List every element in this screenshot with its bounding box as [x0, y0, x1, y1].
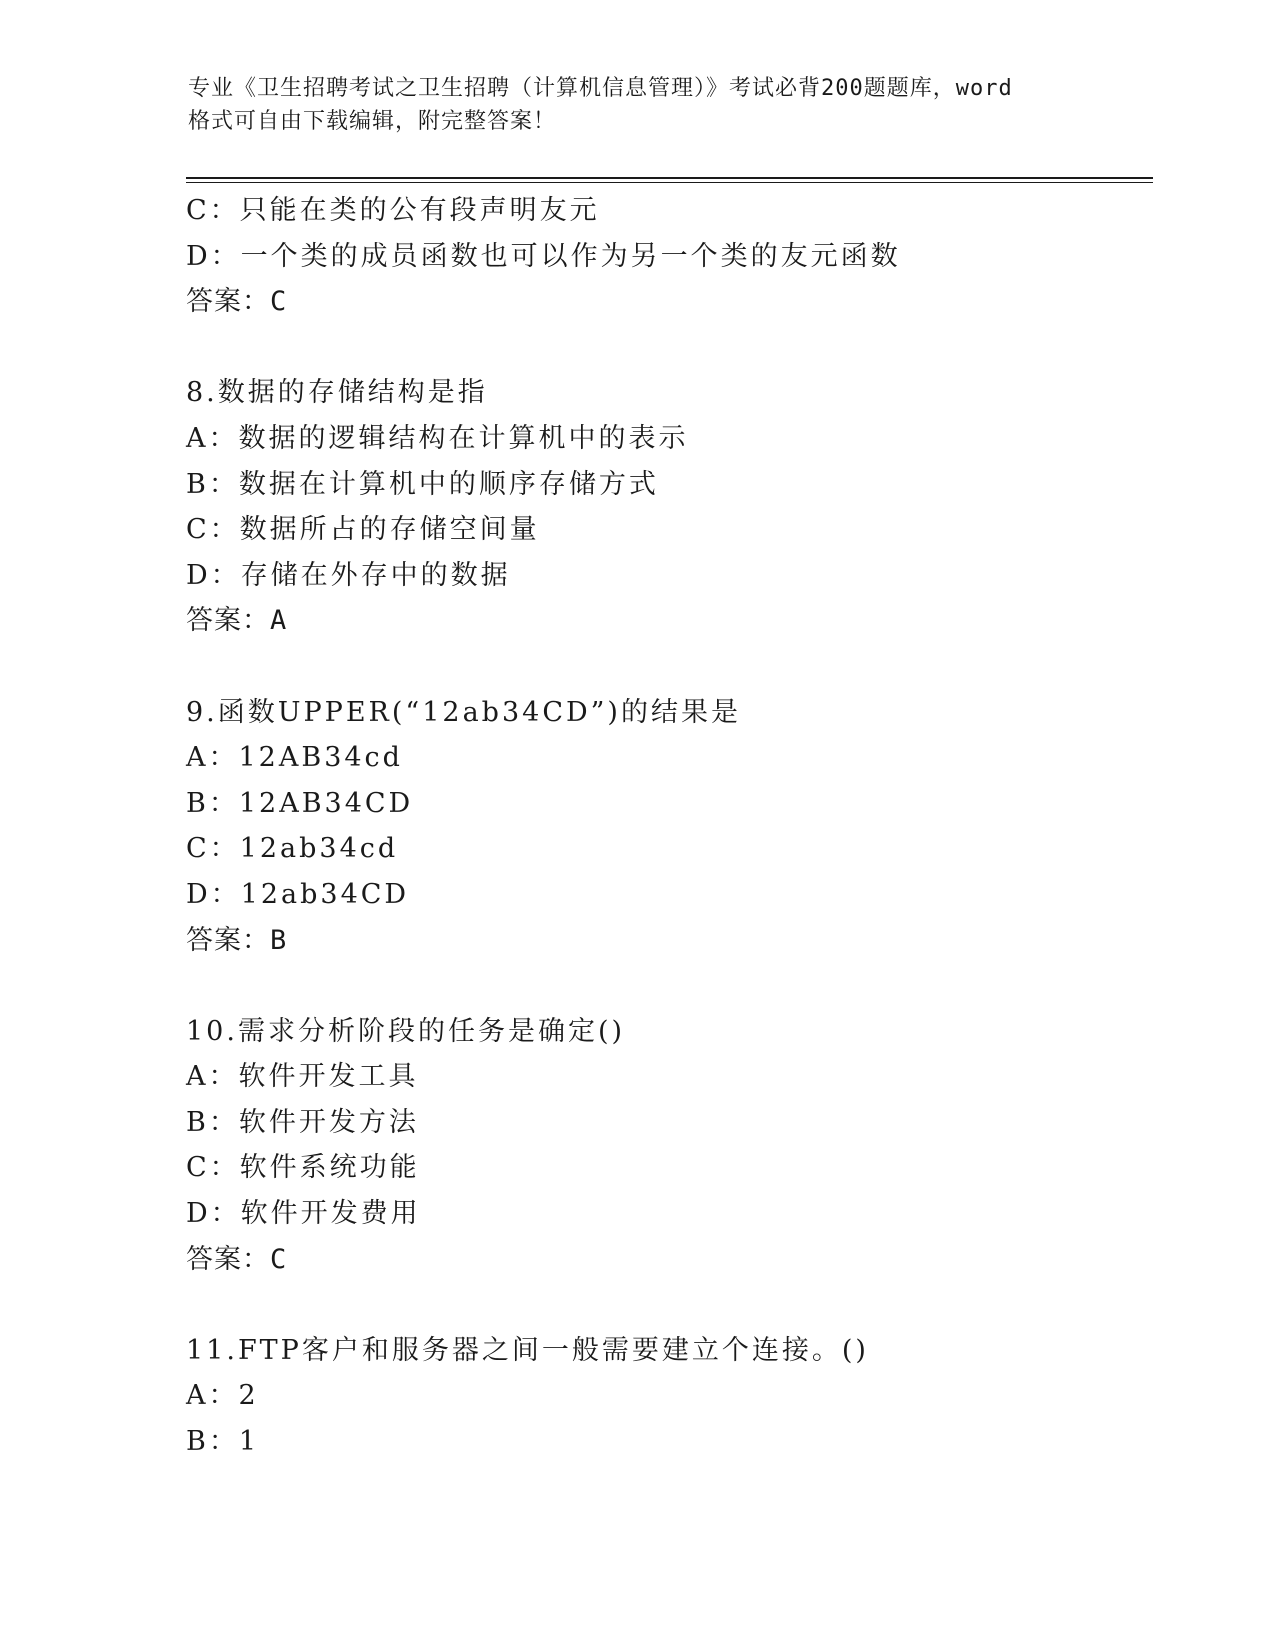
question-stem: 8.数据的存储结构是指 — [186, 377, 488, 409]
option-line: D：12ab34CD — [186, 878, 410, 910]
question-stem: 9.函数UPPER(“12ab34CD”)的结果是 — [186, 696, 741, 728]
header-divider-thick — [186, 177, 1153, 179]
answer-line: 答案：C — [186, 286, 288, 318]
answer-line: 答案：B — [186, 924, 288, 956]
block-gap — [186, 325, 1166, 371]
block-gap — [186, 644, 1166, 690]
block-gap — [186, 963, 1166, 1009]
option-line: D：一个类的成员函数也可以作为另一个类的友元函数 — [186, 240, 901, 272]
header-divider-thin — [186, 182, 1153, 183]
option-line: D：软件开发费用 — [186, 1198, 421, 1230]
option-line: B：数据在计算机中的顺序存储方式 — [186, 468, 659, 500]
header-line-1: 专业《卫生招聘考试之卫生招聘（计算机信息管理）》考试必背200题题库，word — [188, 76, 1013, 101]
document-header — [188, 72, 1108, 138]
question-stem: 10.需求分析阶段的任务是确定() — [186, 1015, 626, 1047]
option-line: B：软件开发方法 — [186, 1106, 419, 1138]
option-line: A：软件开发工具 — [186, 1061, 419, 1093]
option-line: D：存储在外存中的数据 — [186, 559, 511, 591]
option-line: A：12AB34cd — [186, 742, 403, 774]
answer-line: 答案：C — [186, 1243, 288, 1275]
option-line: C：软件系统功能 — [186, 1152, 420, 1184]
option-line: A：数据的逻辑结构在计算机中的表示 — [186, 422, 689, 454]
block-gap — [186, 1282, 1166, 1328]
question-list — [186, 188, 1166, 1465]
question-stem: 11.FTP客户和服务器之间一般需要建立个连接。() — [186, 1334, 869, 1366]
option-line: C：12ab34cd — [186, 833, 399, 865]
answer-line: 答案：A — [186, 605, 288, 637]
option-line: C：数据所占的存储空间量 — [186, 514, 540, 546]
option-line: B：1 — [186, 1426, 260, 1458]
header-line-2: 格式可自由下载编辑，附完整答案！ — [188, 109, 557, 134]
option-line: C：只能在类的公有段声明友元 — [186, 195, 600, 226]
option-line: B：12AB34CD — [186, 787, 414, 819]
option-line: A：2 — [186, 1380, 259, 1412]
